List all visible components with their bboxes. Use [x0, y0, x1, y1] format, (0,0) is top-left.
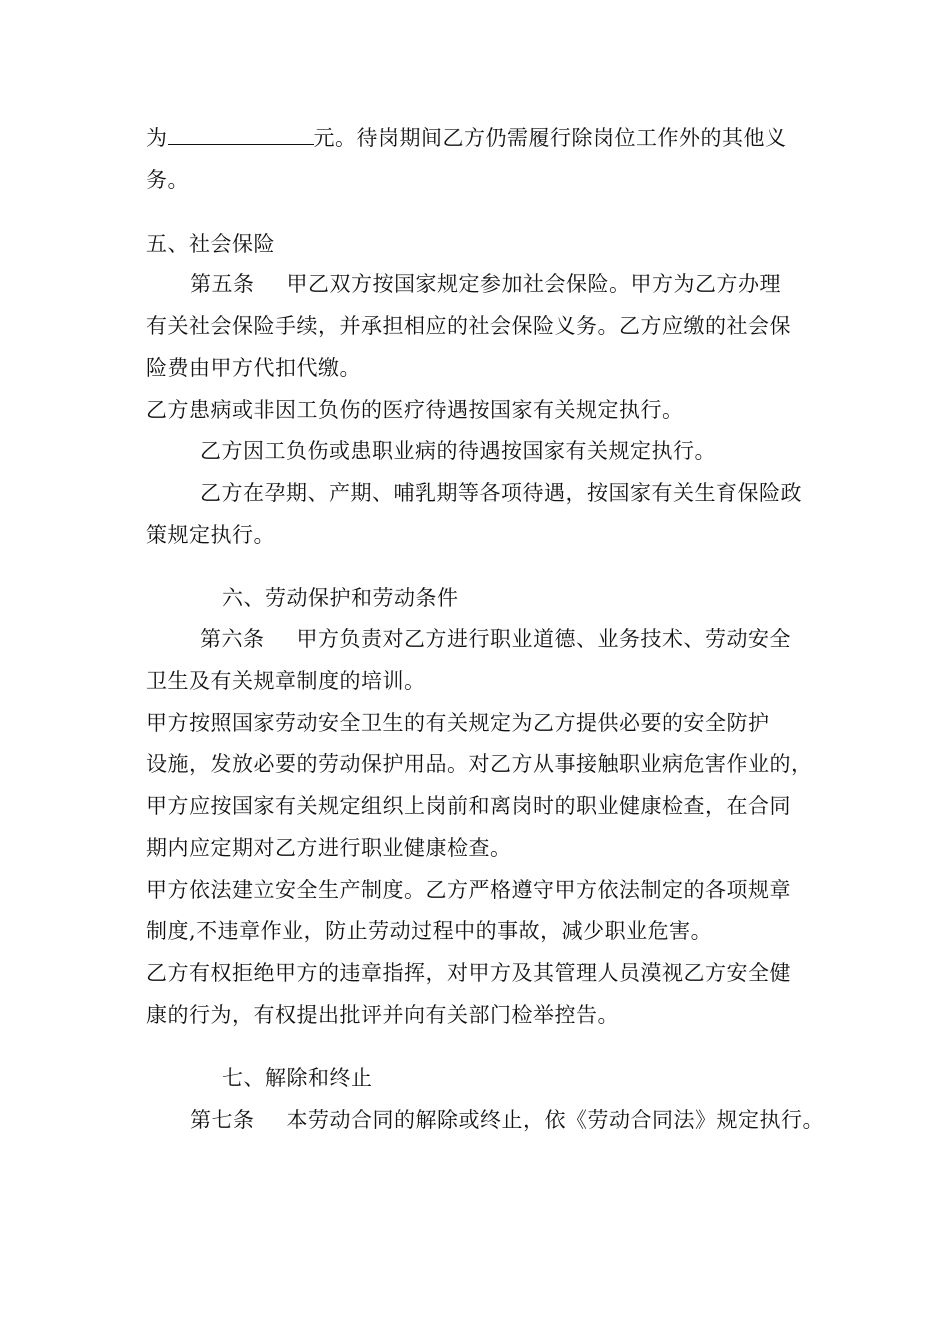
article-number: 第五条 [190, 272, 255, 296]
article-number: 第六条 [200, 627, 265, 651]
text-line: 乙方有权拒绝甲方的违章指挥，对甲方及其管理人员漠视乙方安全健 [146, 961, 791, 985]
text-fragment: 甲方负责对乙方进行职业道德、业务技术、劳动安全 [296, 627, 791, 651]
text-line: 期内应定期对乙方进行职业健康检查。 [146, 836, 512, 860]
text-fragment: 元。待岗期间乙方仍需履行除岗位工作外的其他义 [313, 126, 787, 150]
text-line: 策规定执行。 [146, 523, 275, 547]
text-line: 甲方依法建立安全生产制度。乙方严格遵守甲方依法制定的各项规章 [146, 878, 791, 902]
text-line: 设施，发放必要的劳动保护用品。对乙方从事接触职业病危害作业的， [146, 752, 813, 776]
text-line [146, 124, 787, 152]
section-heading: 七、解除和终止 [222, 1066, 373, 1090]
article-line [200, 625, 791, 653]
text-line: 有关社会保险手续，并承担相应的社会保险义务。乙方应缴的社会保 [146, 314, 791, 338]
text-line: 乙方在孕期、产期、哺乳期等各项待遇，按国家有关生育保险政 [200, 481, 802, 505]
fill-in-blank [168, 124, 314, 145]
text-line: 乙方因工负伤或患职业病的待遇按国家有关规定执行。 [200, 439, 716, 463]
section-heading: 五、社会保险 [146, 232, 275, 256]
section-heading: 六、劳动保护和劳动条件 [222, 586, 459, 610]
text-fragment: 为 [146, 126, 168, 150]
text-fragment: 本劳动合同的解除或终止，依《劳动合同法》规定执行。 [286, 1108, 824, 1132]
text-line: 甲方按照国家劳动安全卫生的有关规定为乙方提供必要的安全防护 [146, 711, 770, 735]
article-number: 第七条 [190, 1108, 255, 1132]
text-line: 卫生及有关规章制度的培训。 [146, 669, 426, 693]
text-fragment: 甲乙双方按国家规定参加社会保险。甲方为乙方办理 [286, 272, 781, 296]
text-line: 乙方患病或非因工负伤的医疗待遇按国家有关规定执行。 [146, 398, 684, 422]
article-line [190, 270, 781, 298]
text-line: 康的行为，有权提出批评并向有关部门检举控告。 [146, 1003, 619, 1027]
text-line: 制度,不违章作业，防止劳动过程中的事故，减少职业危害。 [146, 919, 713, 943]
text-line: 务。 [146, 168, 189, 192]
text-line: 甲方应按国家有关规定组织上岗前和离岗时的职业健康检查，在合同 [146, 794, 791, 818]
article-line [190, 1106, 824, 1134]
text-line: 险费由甲方代扣代缴。 [146, 356, 361, 380]
